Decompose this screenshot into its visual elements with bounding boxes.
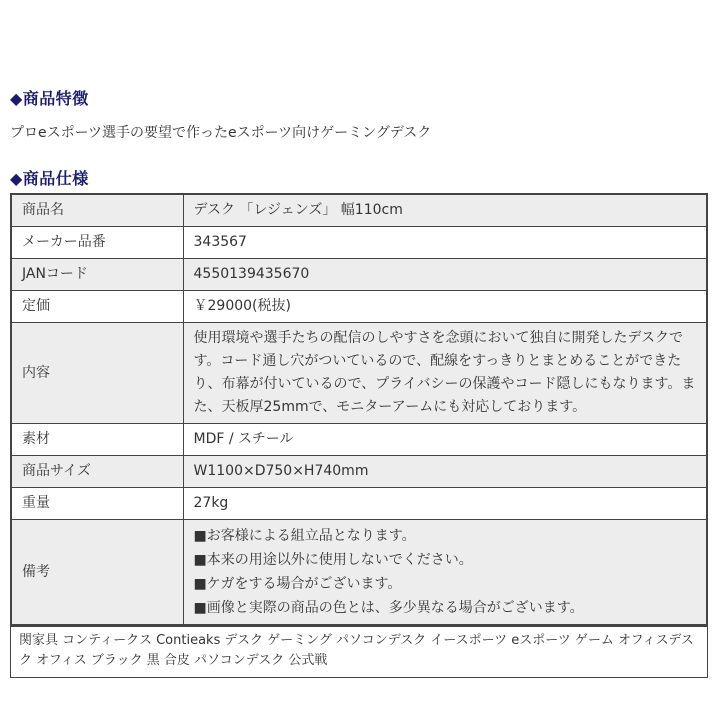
- features-section-heading: ◆商品特徴: [10, 89, 89, 108]
- row-value: 4550139435670: [183, 259, 707, 291]
- table-row-list-price: [11, 291, 707, 323]
- row-value: 27kg: [183, 488, 707, 520]
- row-label: 備考: [11, 520, 183, 626]
- row-value: [183, 520, 707, 626]
- row-label: 内容: [11, 323, 183, 424]
- row-label: 商品サイズ: [11, 456, 183, 488]
- table-row-description: [11, 323, 707, 424]
- table-row-material: [11, 424, 707, 456]
- row-value: ￥29000(税抜): [183, 291, 707, 323]
- search-keywords-box: 関家具 コンティークス Contieaks デスク ゲーミング パソコンデスク イースポーツ eスポーツ ゲーム オフィスデスク オフィス ブラック 黒 合皮 パソコンデスク 公式戦: [10, 626, 708, 678]
- spec-table: [10, 193, 708, 626]
- table-row-jan-code: [11, 259, 707, 291]
- row-label: 定価: [11, 291, 183, 323]
- table-row-size: [11, 456, 707, 488]
- row-label: 素材: [11, 424, 183, 456]
- row-value: MDF / スチール: [183, 424, 707, 456]
- row-label: メーカー品番: [11, 227, 183, 259]
- row-value: デスク 「レジェンズ」 幅110cm: [183, 194, 707, 227]
- table-row-product-name: [11, 194, 707, 227]
- note-line: ■ケガをする場合がございます。: [193, 576, 402, 592]
- table-row-maker-number: [11, 227, 707, 259]
- row-value: 使用環境や選手たちの配信のしやすさを念頭において独自に開発したデスクです。コード通し穴がついているので、配線をすっきりとまとめることができたり、布幕が付いているので、プライバシーの保護やコード隠しにもなります。また、天板厚25mmで、モニターアームにも対応しております。: [183, 323, 707, 424]
- row-label: 重量: [11, 488, 183, 520]
- table-row-notes: [11, 520, 707, 626]
- table-row-weight: [11, 488, 707, 520]
- note-line: ■お客様による組立品となります。: [193, 528, 416, 544]
- specs-section-heading: ◆商品仕様: [10, 169, 89, 188]
- row-label: JANコード: [11, 259, 183, 291]
- row-value: 343567: [183, 227, 707, 259]
- note-line: ■画像と実際の商品の色とは、多少異なる場合がございます。: [193, 600, 584, 616]
- note-line: ■本来の用途以外に使用しないでください。: [193, 552, 473, 568]
- row-label: 商品名: [11, 194, 183, 227]
- features-text: プロeスポーツ選手の要望で作ったeスポーツ向けゲーミングデスク: [10, 125, 432, 141]
- row-value: W1100×D750×H740mm: [183, 456, 707, 488]
